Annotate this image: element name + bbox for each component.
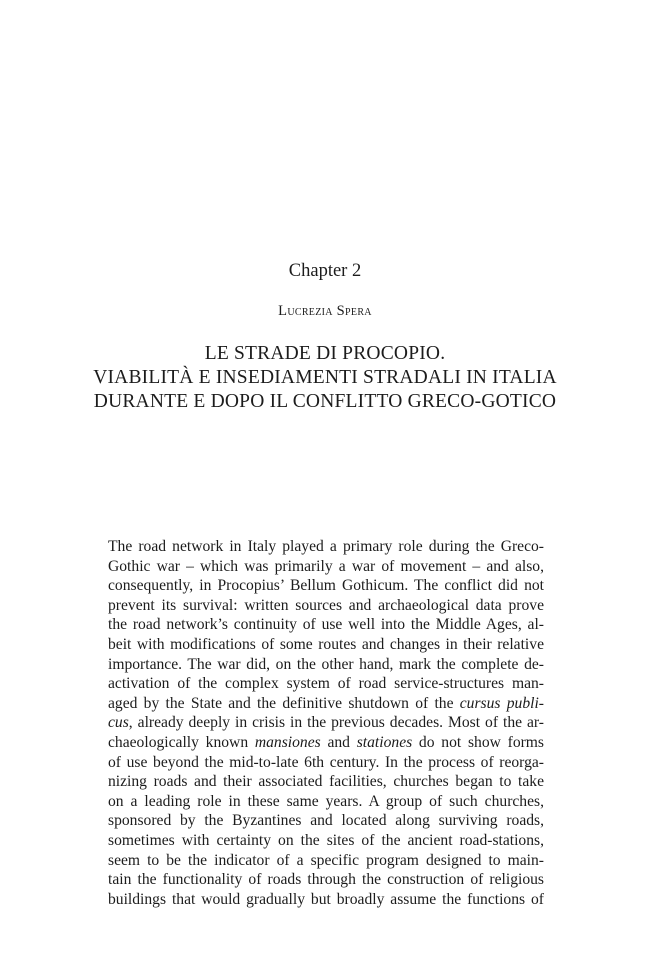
body-text-run: do not show forms [412, 733, 545, 751]
body-text-run: beit with modifications of some routes and changes in their relative [108, 635, 544, 653]
body-text-run: sometimes with certainty on the sites of the ancient road-stations, [108, 831, 544, 849]
body-text-run: the road network’s continuity of use well into the Middle Ages, al- [108, 616, 544, 634]
body-text-run: sponsored by the Byzantines and located along surviving roads, [108, 812, 544, 830]
body-line [108, 870, 544, 890]
body-line [108, 772, 544, 792]
body-line [108, 537, 544, 557]
body-text-run: consequently, in Procopius’ Bellum Gothicum. The conflict did not [108, 577, 544, 595]
italic-term: stationes [356, 733, 413, 751]
body-text-run: of use beyond the mid-to-late 6th century. In the process of reorga- [108, 753, 544, 771]
body-text-run: on a leading role in these same years. A group of such churches, [108, 792, 544, 810]
italic-term: cus [108, 714, 129, 732]
body-text-run: and [320, 733, 357, 751]
body-line [108, 811, 544, 831]
chapter-title-line: DURANTE E DOPO IL CONFLITTO GRECO-GOTICO [93, 391, 557, 412]
body-line [108, 733, 544, 753]
body-line [108, 557, 544, 577]
body-line [108, 753, 544, 773]
body-text-run: aged by the State and the definitive shutdown of the [108, 694, 460, 712]
body-line [108, 674, 544, 694]
body-line [108, 615, 544, 635]
italic-term: cursus publi- [459, 694, 544, 712]
chapter-title-line: LE STRADE DI PROCOPIO. [204, 343, 446, 364]
italic-term: mansiones [254, 733, 321, 751]
chapter-author: Lucrezia Spera [278, 303, 372, 319]
body-text-run: The road network in Italy played a primary role during the Greco- [108, 538, 544, 555]
body-line [108, 694, 544, 714]
body-line [108, 655, 544, 675]
chapter-title [60, 342, 590, 414]
body-text-run: , already deeply in crisis in the previous decades. Most of the ar- [128, 714, 544, 732]
body-text-run: chaeologically known [108, 733, 255, 751]
body-text-run: buildings that would gradually but broadly assume the functions of [108, 890, 544, 908]
chapter-abstract [108, 537, 544, 909]
body-text-run: nizing roads and their associated facilities, churches began to take [108, 773, 544, 791]
body-line [108, 792, 544, 812]
body-text-run: activation of the complex system of road service-structures man- [108, 675, 544, 693]
chapter-label: Chapter 2 [288, 261, 362, 281]
body-line [108, 890, 544, 910]
body-line [108, 635, 544, 655]
body-line [108, 831, 544, 851]
body-line [108, 851, 544, 871]
body-text-run: prevent its survival: written sources and archaeological data prove [108, 596, 544, 614]
chapter-title-line: VIABILITÀ E INSEDIAMENTI STRADALI IN ITALIA [93, 367, 557, 388]
body-line [108, 596, 544, 616]
body-text-run: seem to be the indicator of a specific program designed to main- [108, 851, 544, 869]
body-line [108, 576, 544, 596]
body-text-run: Gothic war – which was primarily a war of movement – and also, [108, 557, 544, 575]
body-text-run: tain the functionality of roads through the construction of religious [108, 871, 544, 889]
body-text-run: importance. The war did, on the other hand, mark the complete de- [108, 655, 544, 673]
body-line [108, 713, 544, 733]
